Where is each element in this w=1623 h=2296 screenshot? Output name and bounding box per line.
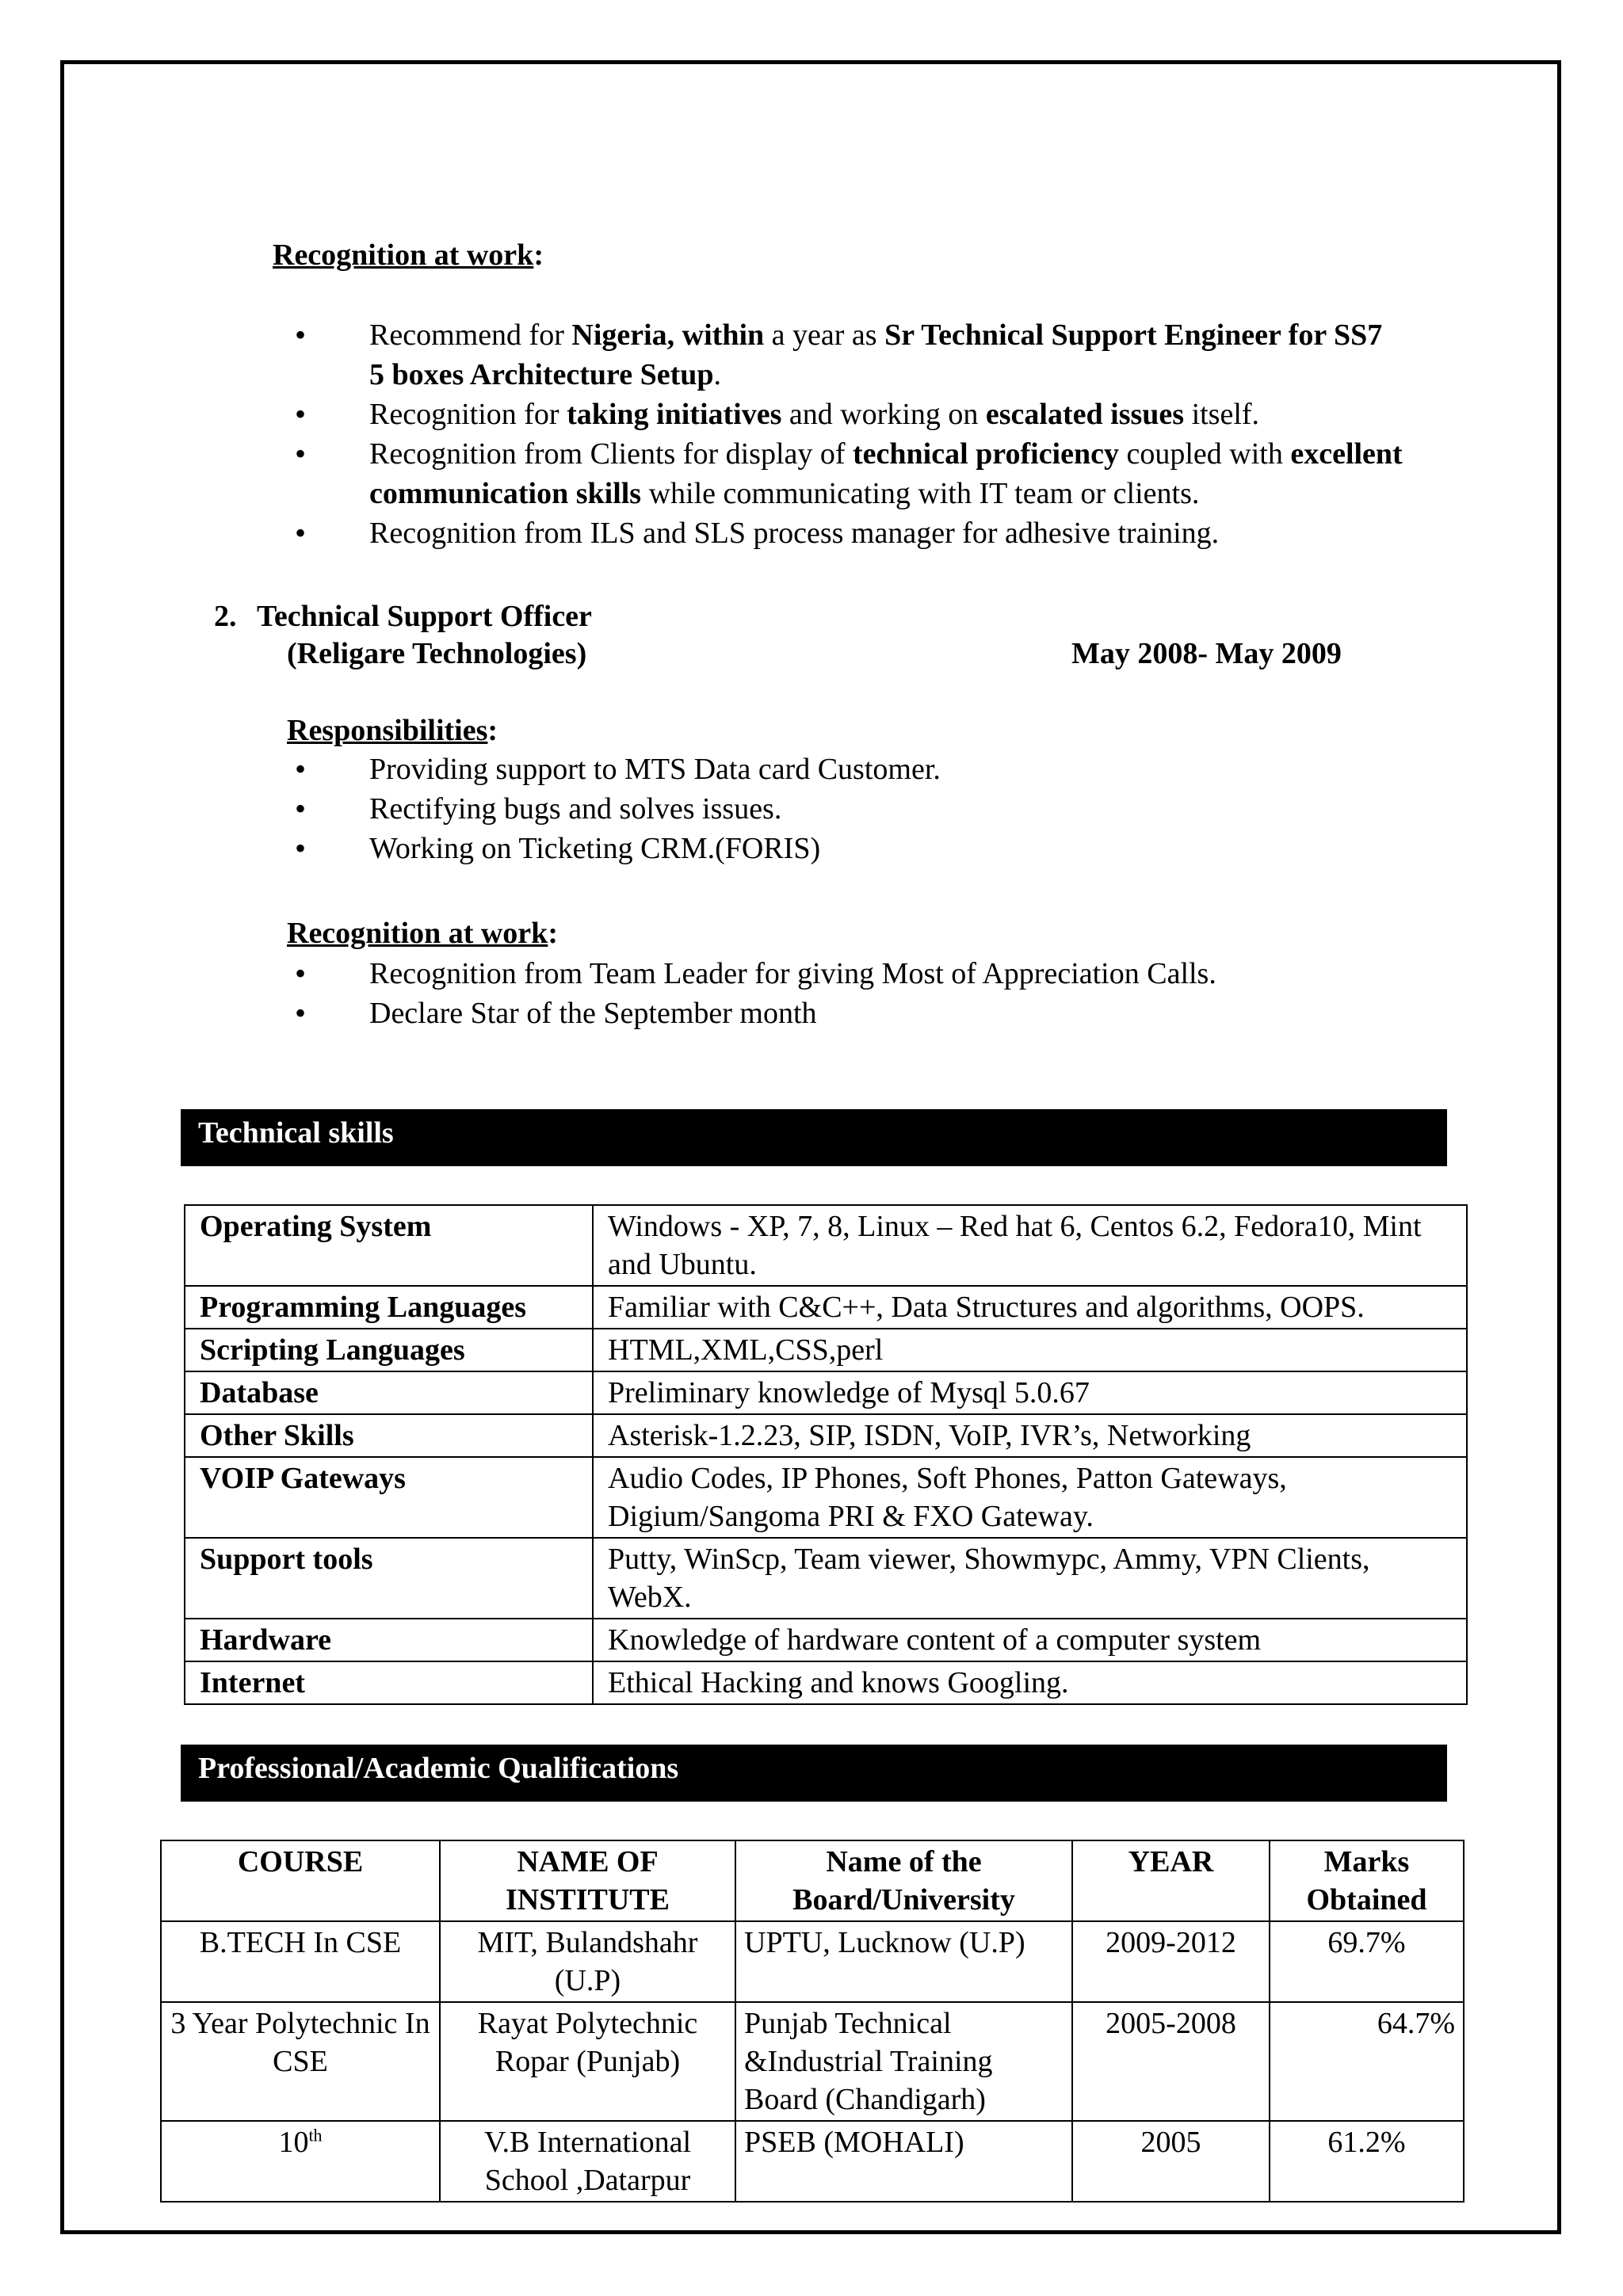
table-row: VOIP Gateways Audio Codes, IP Phones, Soft Phones, Patton Gateways, Digium/Sangoma PRI & FXO Gateway. — [185, 1457, 1467, 1538]
table-row: Database Preliminary knowledge of Mysql 5.0.67 — [185, 1371, 1467, 1414]
list-item: • Recommend for Nigeria, within a year as Sr Technical Support Engineer for SS7 5 boxes Architecture Setup. — [295, 315, 1404, 395]
table-row: Programming Languages Familiar with C&C++, Data Structures and algorithms, OOPS. — [185, 1286, 1467, 1329]
section-header-technical-skills: Technical skills — [181, 1109, 1447, 1166]
table-row: B.TECH In CSE MIT, Bulandshahr (U.P) UPTU, Lucknow (U.P) 2009-2012 69.7% — [161, 1921, 1464, 2002]
list-item: • Recognition from Clients for display of technical proficiency coupled with excellent communication skills while communicating with IT team or clients. — [295, 434, 1404, 513]
section-header-qualifications: Professional/Academic Qualifications — [181, 1745, 1447, 1802]
recognition-heading-2: Recognition at work: — [287, 917, 558, 950]
responsibilities-list — [295, 749, 1404, 868]
recognition-heading: Recognition at work: — [273, 238, 544, 272]
list-item: • Recognition from Team Leader for giving Most of Appreciation Calls. — [295, 954, 1404, 994]
table-row: Hardware Knowledge of hardware content of a computer system — [185, 1619, 1467, 1661]
table-row: Operating System Windows - XP, 7, 8, Linux – Red hat 6, Centos 6.2, Fedora10, Mint and Ubuntu. — [185, 1205, 1467, 1286]
table-row: 3 Year Polytechnic In CSE Rayat Polytechnic Ropar (Punjab) Punjab Technical &Industrial Training Board (Chandigarh) 2005-2008 64.7% — [161, 2002, 1464, 2121]
list-item: • Declare Star of the September month — [295, 994, 1404, 1033]
job-company: (Religare Technologies) — [287, 637, 587, 670]
recognition-list — [295, 315, 1404, 553]
table-row: Support tools Putty, WinScp, Team viewer, Showmypc, Ammy, VPN Clients, WebX. — [185, 1538, 1467, 1619]
table-row: Other Skills Asterisk-1.2.23, SIP, ISDN, VoIP, IVR’s, Networking — [185, 1414, 1467, 1457]
job-dates: May 2008- May 2009 — [1071, 637, 1342, 670]
recognition-list-2 — [295, 954, 1404, 1033]
qualifications-table — [160, 1840, 1465, 2203]
list-item: • Recognition for taking initiatives and working on escalated issues itself. — [295, 395, 1404, 434]
table-row: Internet Ethical Hacking and knows Googling. — [185, 1661, 1467, 1704]
table-row: Scripting Languages HTML,XML,CSS,perl — [185, 1329, 1467, 1371]
list-item: • Providing support to MTS Data card Customer. — [295, 749, 1404, 789]
table-row: 10th V.B International School ,Datarpur PSEB (MOHALI) 2005 61.2% — [161, 2121, 1464, 2202]
job-title: Technical Support Officer — [257, 600, 592, 633]
list-item: • Recognition from ILS and SLS process manager for adhesive training. — [295, 513, 1404, 553]
responsibilities-heading: Responsibilities: — [287, 714, 498, 747]
list-item: • Working on Ticketing CRM.(FORIS) — [295, 829, 1404, 868]
list-item: • Rectifying bugs and solves issues. — [295, 789, 1404, 829]
skills-table — [184, 1204, 1468, 1705]
table-header-row: COURSE NAME OF INSTITUTE Name of the Board/University YEAR Marks Obtained — [161, 1840, 1464, 1921]
job-number: 2. — [214, 600, 237, 633]
